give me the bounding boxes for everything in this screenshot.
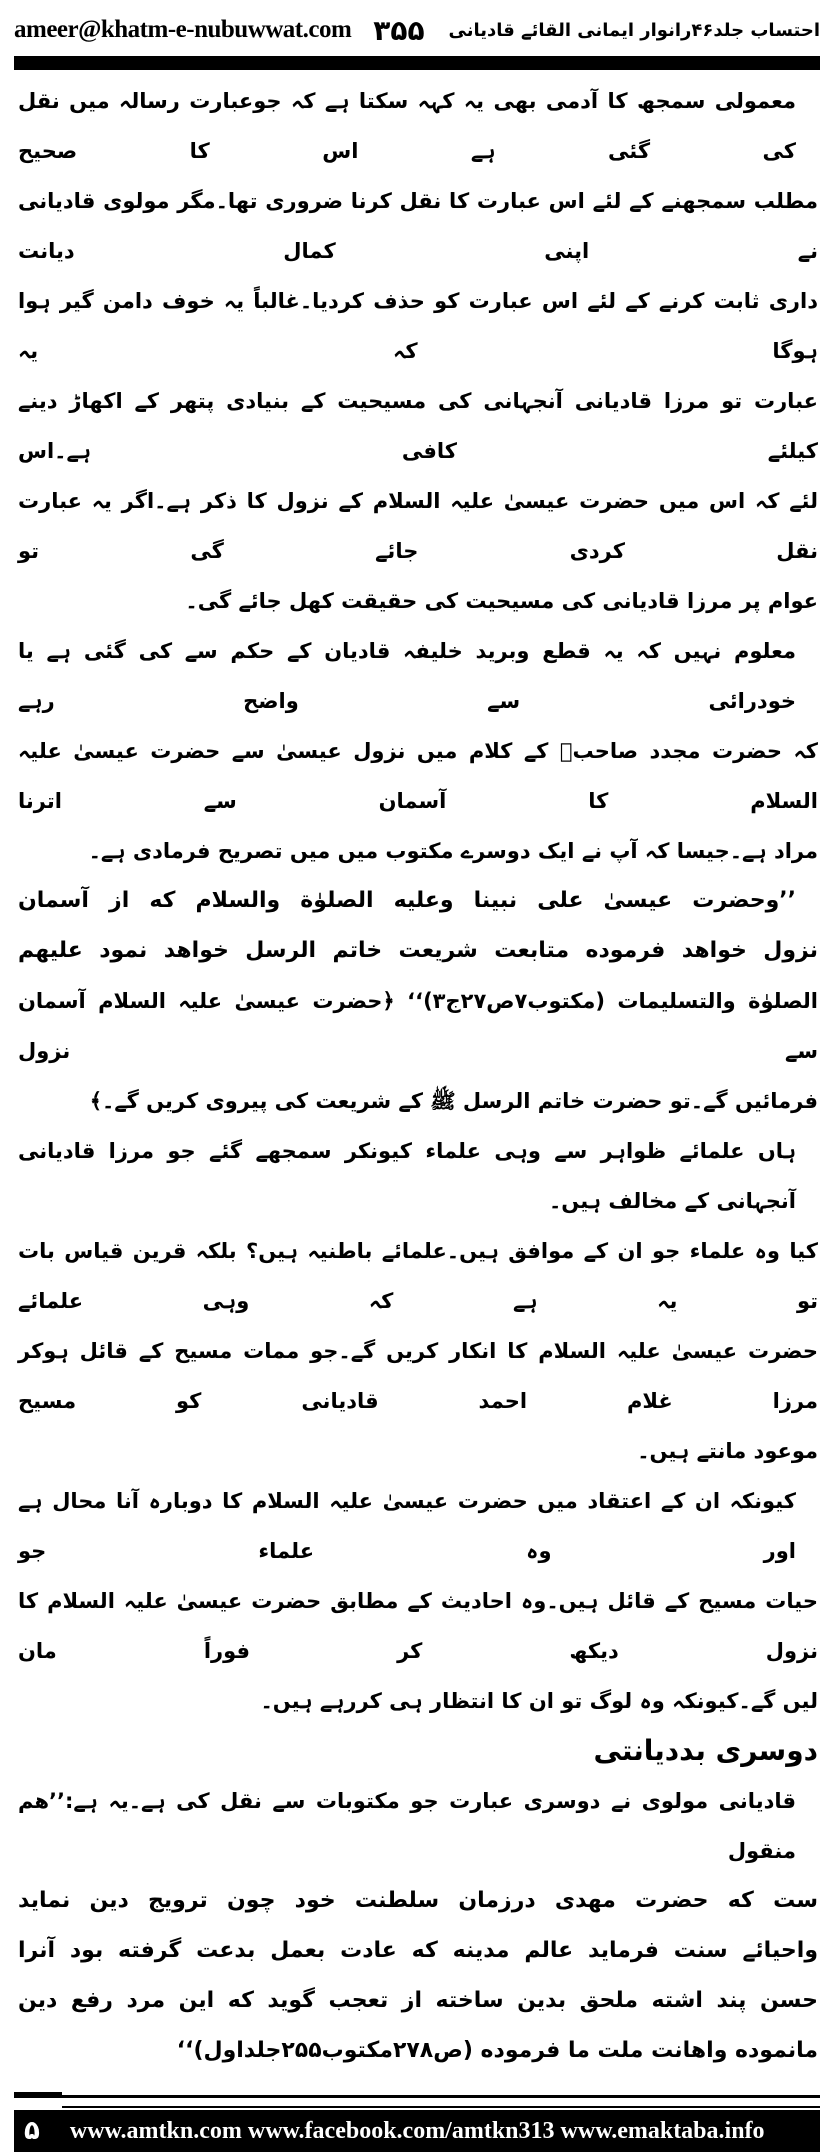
footer-dividers [14,2092,820,2110]
page [14,0,820,2152]
page-footer [14,2092,820,2152]
footer-divider [62,2106,820,2108]
text-line: کیا وہ علماء جو ان کے موافق ہیں۔علمائے باطنیہ ہیں؟ بلکہ قرین قیاس بات تو یہ ہے کہ وہی علمائے [18,1239,818,1313]
text-line: ہاں علمائے ظواہر سے وہی علماء کیونکر سمجھے گئے جو مرزا قادیانی آنجہانی کے مخالف ہیں۔ [18,1139,796,1213]
footer-number: ۵ [24,2116,40,2146]
page-header [14,6,820,54]
text-line: معلوم نہیں کہ یہ قطع وبرید خلیفہ قادیان کے حکم سے کی گئی ہے یا خودرائی سے واضح رہے [18,639,796,713]
book-title: احتساب جلد۴۶رانوار ایمانی القائے قادیانی [448,19,820,41]
text-line: لئے کہ اس میں حضرت عیسیٰ علیہ السلام کے نزول کا ذکر ہے۔اگر یہ عبارت نقل کردی جائے گی تو [18,489,818,563]
text-line: عبارت تو مرزا قادیانی آنجہانی کی مسیحیت کے بنیادی پتھر کے اکھاڑ دینے کیلئے کافی ہے۔اس [18,389,818,463]
text-line: ست که حضرت مهدی درزمان سلطنت خود چون ترویج دین نماید [18,1888,818,1913]
text-line: نزول خواهد فرموده متابعت شریعت خاتم الرسل خواهد نمود علیهم [18,938,818,963]
footer-divider [62,2095,820,2098]
text-line: کیونکہ ان کے اعتقاد میں حضرت عیسیٰ علیہ السلام کا دوبارہ آنا محال ہے اور وہ علماء جو [18,1489,796,1563]
text-line: قادیانی مولوی نے دوسری عبارت جو مکتوبات سے نقل کی ہے۔یہ ہے:’’هم منقول [18,1789,796,1863]
text-line: واحیائے سنت فرماید عالم مدینه که عادت بعمل بدعت گرفته بود آنرا [18,1938,818,1963]
text-line: کہ حضرت مجدد صاحبؒ کے کلام میں نزول عیسیٰ سے حضرت عیسیٰ علیہ السلام کا آسمان سے اترنا [18,739,818,813]
footer-divider [14,2092,62,2098]
header-left [14,14,425,47]
header-email: ameer@khatm-e-nubuwwat.com [14,16,352,43]
header-divider [14,56,820,70]
text-line: ’’وحضرت عیسیٰ علی نبینا وعلیه الصلوٰة والسلام که از آسمان [18,888,796,913]
text-line: حیات مسیح کے قائل ہیں۔وہ احادیث کے مطابق حضرت عیسیٰ علیہ السلام کا نزول دیکھ کر فوراً مان [18,1589,818,1663]
text-line: حسن پند اشته ملحق بدین ساخته از تعجب گوید که این مرد رفع دین [18,1988,818,2013]
section-heading: دوسری بددیانتی [593,1734,818,1767]
page-number: ۳۵۵ [373,13,425,47]
text-line: معمولی سمجھ کا آدمی بھی یہ کہہ سکتا ہے کہ جوعبارت رسالہ میں نقل کی گئی ہے اس کا صحیح [18,89,796,163]
text-line: الصلوٰة والتسلیمات (مکتوب۷ص۲۷ج۳)‘‘ ﴿حضرت عیسیٰ علیہ السلام آسمان سے نزول [18,989,818,1063]
text-line: فرمائیں گے۔تو حضرت خاتم الرسل ﷺ کے شریعت کی پیروی کریں گے۔﴾ [89,1089,818,1113]
text-line: مانموده واهانت ملت ما فرموده (ص۲۷۸مکتوب۲۵۵جلداول)‘‘ [176,2038,818,2063]
text-line: حضرت عیسیٰ علیہ السلام کا انکار کریں گے۔جو ممات مسیح کے قائل ہوکر مرزا غلام احمد قادیانی کو مسیح [18,1339,818,1413]
page-body [14,70,820,2082]
text-line: مراد ہے۔جیسا کہ آپ نے ایک دوسرے مکتوب میں میں تصریح فرمادی ہے۔ [88,839,818,863]
text-line: داری ثابت کرنے کے لئے اس عبارت کو حذف کردیا۔غالباً یہ خوف دامن گیر ہوا ہوگا کہ یہ [18,289,818,363]
text-line: موعود مانتے ہیں۔ [637,1439,818,1463]
text-line: مطلب سمجھنے کے لئے اس عبارت کا نقل کرنا ضروری تھا۔مگر مولوی قادیانی نے اپنی کمال دیانت [18,189,818,263]
footer-links: www.amtkn.com www.facebook.com/amtkn313 www.emaktaba.info [69,2117,765,2144]
text-line: عوام پر مرزا قادیانی کی مسیحیت کی حقیقت کھل جائے گی۔ [185,589,818,613]
text-line: لیں گے۔کیونکہ وہ لوگ تو ان کا انتظار ہی کررہے ہیں۔ [260,1689,818,1713]
footer-bar [14,2110,820,2152]
